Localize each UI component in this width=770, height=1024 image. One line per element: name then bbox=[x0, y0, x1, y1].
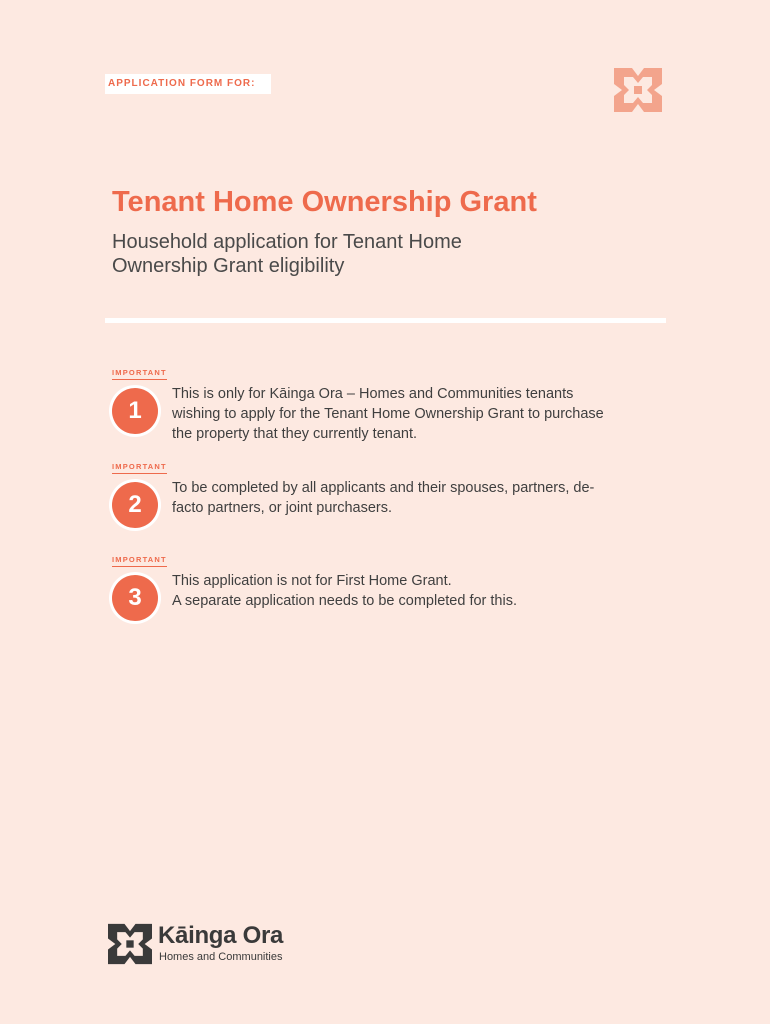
important-text: To be completed by all applicants and their spouses, partners, de-facto partners, or joint purchasers. bbox=[172, 480, 595, 516]
number-badge: 3 bbox=[112, 575, 158, 621]
number-badge: 1 bbox=[112, 388, 158, 434]
important-text-line: A separate application needs to be completed for this. bbox=[172, 593, 517, 609]
important-label: IMPORTANT bbox=[112, 555, 167, 567]
important-text bbox=[172, 571, 612, 611]
kainga-ora-logo-icon bbox=[108, 922, 152, 966]
number-badge: 2 bbox=[112, 482, 158, 528]
brand-name: Kāinga Ora bbox=[158, 922, 284, 949]
form-label-box bbox=[105, 74, 271, 94]
divider bbox=[105, 318, 666, 323]
kainga-ora-mark-icon bbox=[614, 68, 662, 112]
page-title: Tenant Home Ownership Grant bbox=[112, 186, 537, 218]
page-subtitle: Household application for Tenant Home Ownership Grant eligibility bbox=[112, 231, 462, 277]
form-label: APPLICATION FORM FOR: bbox=[108, 78, 256, 89]
important-text-line: This application is not for First Home Grant. bbox=[172, 573, 452, 589]
important-text: This is only for Kāinga Ora – Homes and Communities tenants wishing to apply for the Tenant Home Ownership Grant to purchase the property that they currently tenant. bbox=[172, 386, 604, 442]
brand-tagline: Homes and Communities bbox=[159, 951, 283, 963]
important-label: IMPORTANT bbox=[112, 368, 167, 380]
brand-logo bbox=[108, 922, 308, 968]
important-label: IMPORTANT bbox=[112, 462, 167, 474]
